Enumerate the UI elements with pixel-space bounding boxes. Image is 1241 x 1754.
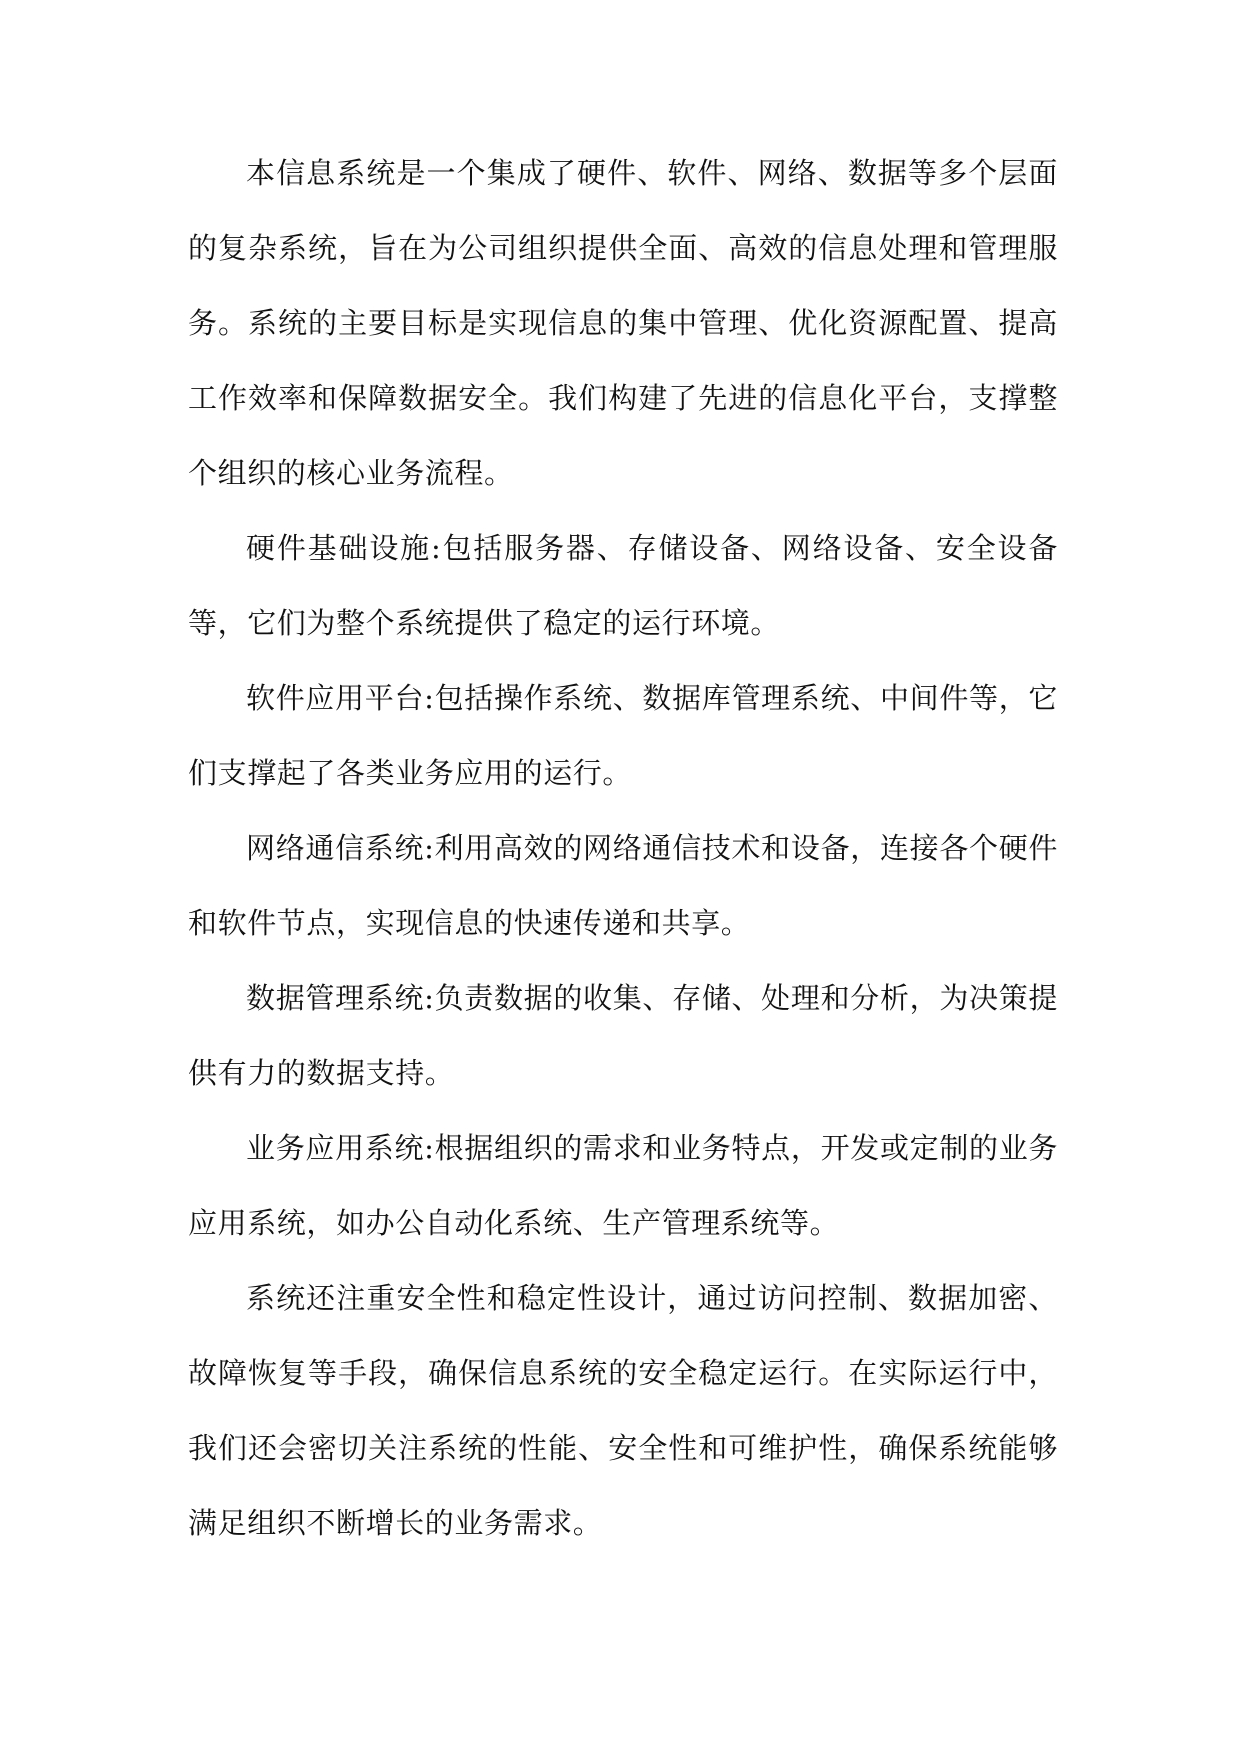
paragraph-system-overview: 本信息系统是一个集成了硬件、软件、网络、数据等多个层面的复杂系统，旨在为公司组织提供全面、高效的信息处理和管理服务。系统的主要目标是实现信息的集中管理、优化资源配置、提高工作效率和保障数据安全。我们构建了先进的信息化平台，支撑整个组织的核心业务流程。 [188,156,1058,490]
paragraph-network-communication: 网络通信系统:利用高效的网络通信技术和设备，连接各个硬件和软件节点，实现信息的快速传递和共享。 [188,831,1058,940]
paragraph-business-applications: 业务应用系统:根据组织的需求和业务特点，开发或定制的业务应用系统，如办公自动化系统、生产管理系统等。 [188,1131,1058,1240]
paragraph-security-stability: 系统还注重安全性和稳定性设计，通过访问控制、数据加密、故障恢复等手段，确保信息系统的安全稳定运行。在实际运行中，我们还会密切关注系统的性能、安全性和可维护性，确保系统能够满足组织不断增长的业务需求。 [188,1281,1058,1540]
paragraph-hardware-infrastructure: 硬件基础设施:包括服务器、存储设备、网络设备、安全设备等，它们为整个系统提供了稳定的运行环境。 [188,531,1058,640]
paragraph-data-management: 数据管理系统:负责数据的收集、存储、处理和分析，为决策提供有力的数据支持。 [188,981,1058,1090]
paragraph-software-platform: 软件应用平台:包括操作系统、数据库管理系统、中间件等，它们支撑起了各类业务应用的运行。 [188,681,1058,790]
document-body [188,136,1058,1561]
